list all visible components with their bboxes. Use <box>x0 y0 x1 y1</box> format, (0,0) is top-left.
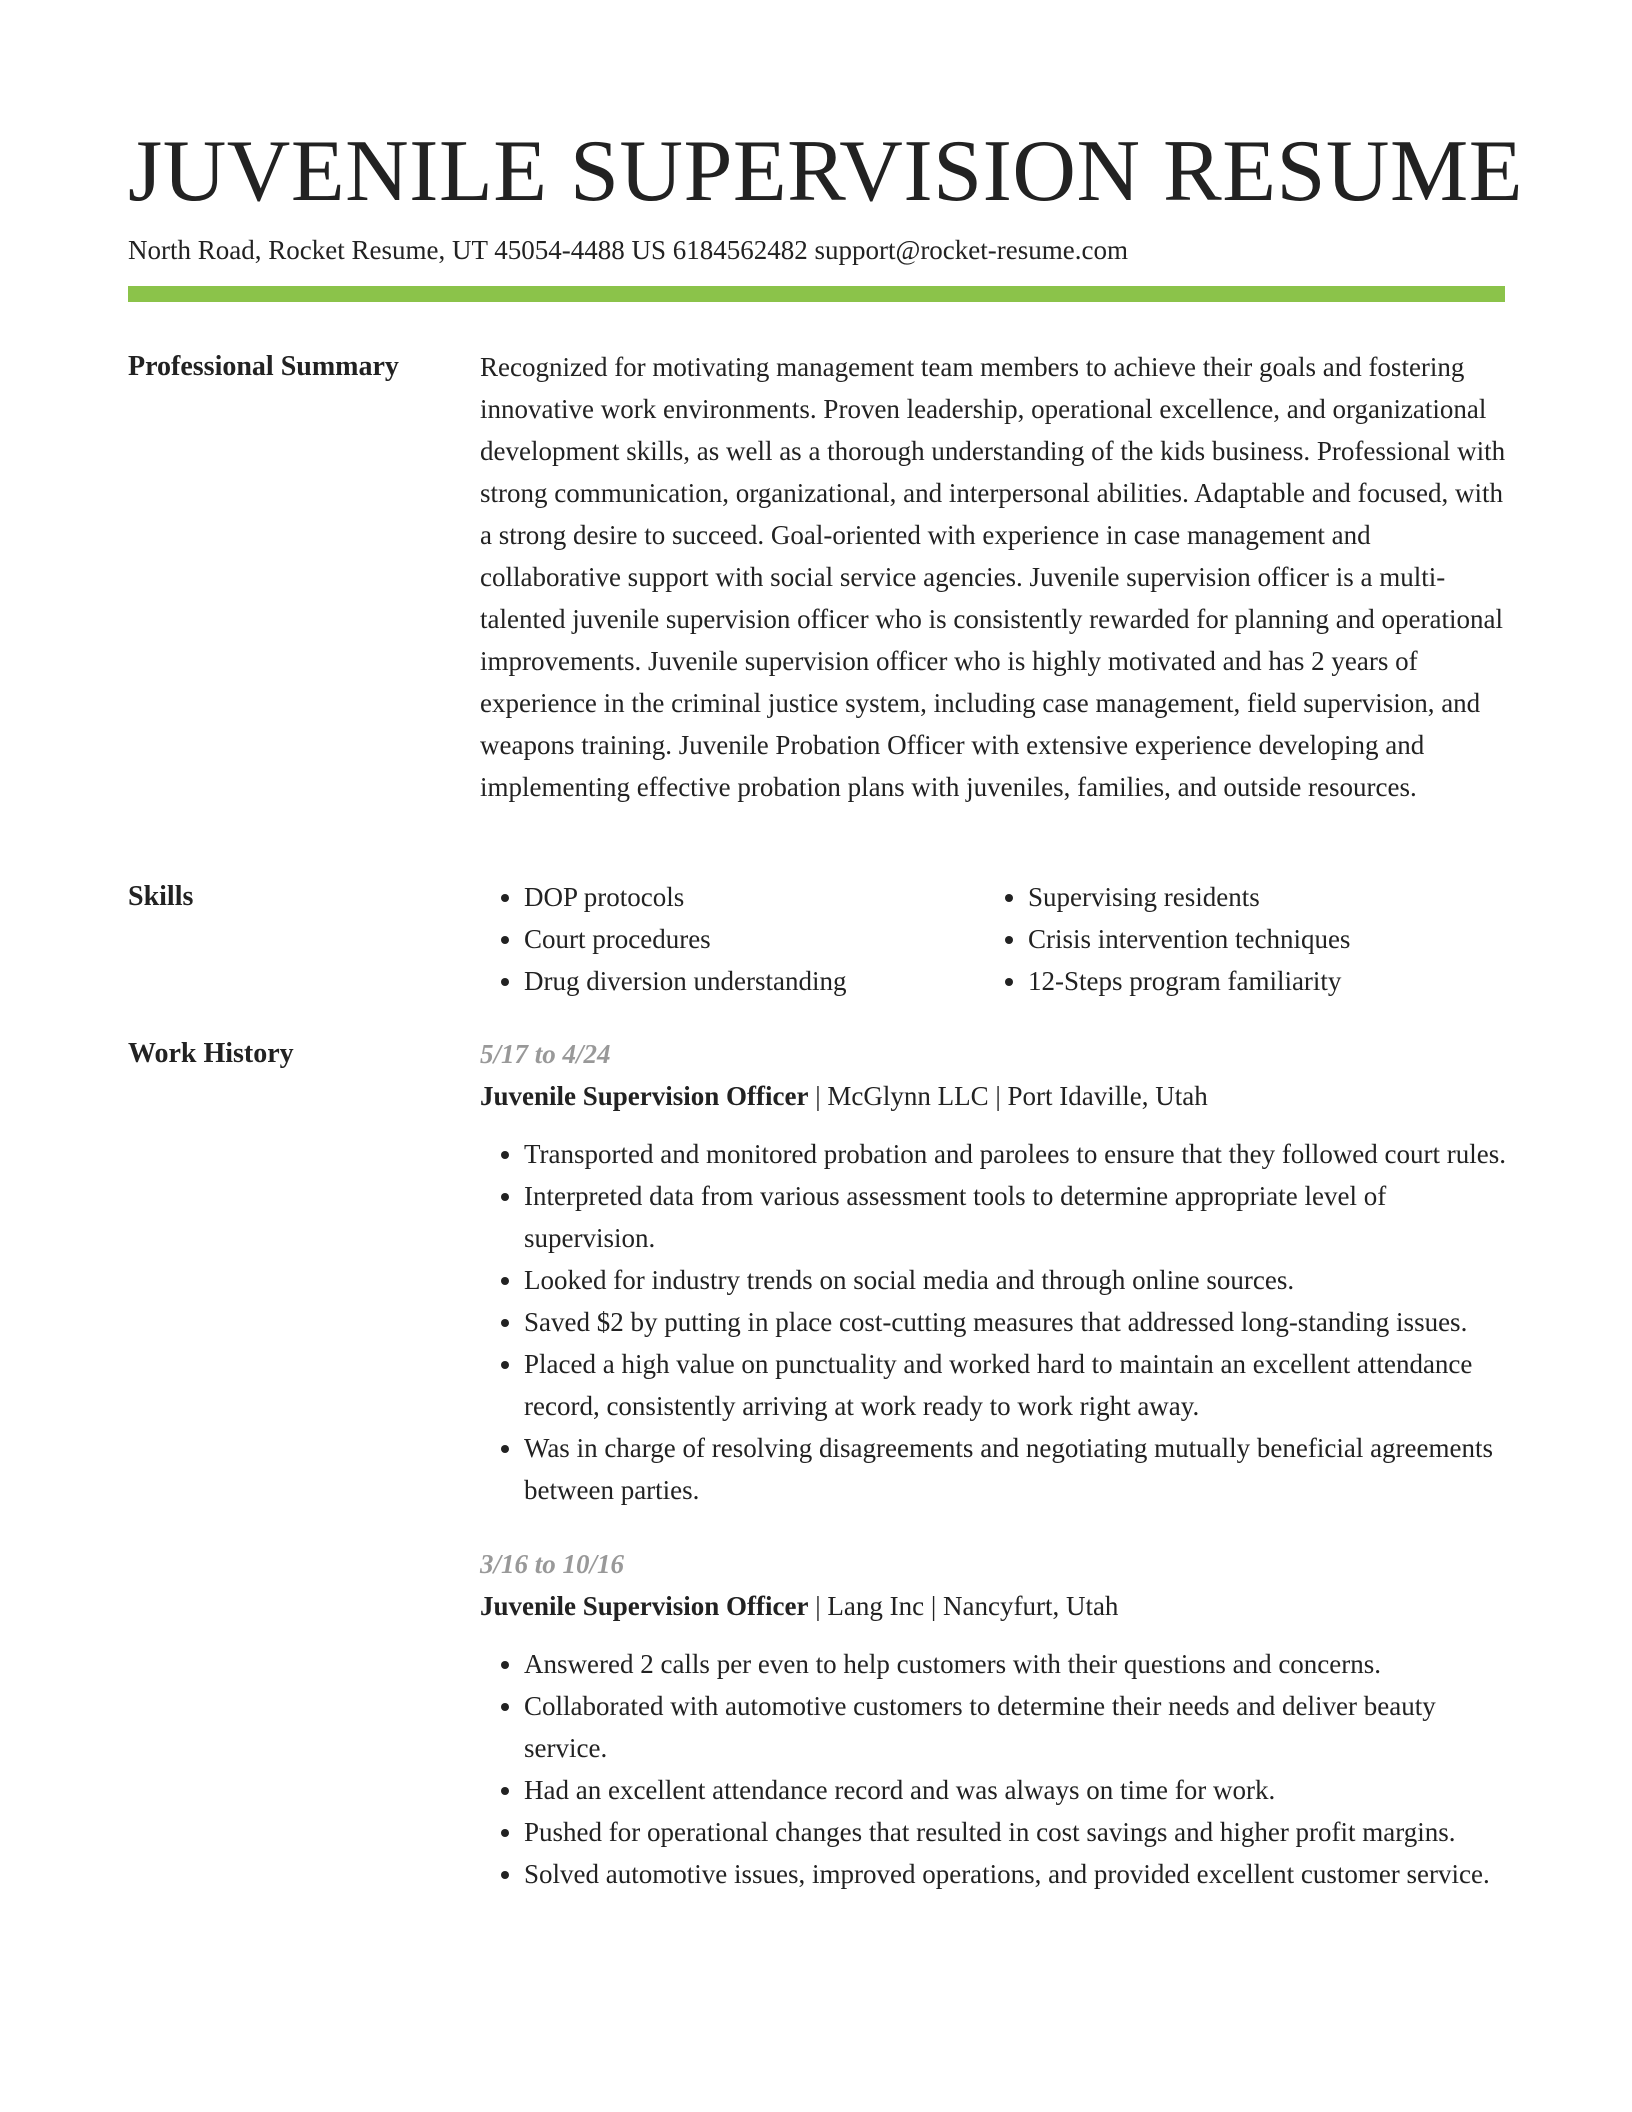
job-bullet: • Answered 2 calls per even to help customers with their questions and concerns. <box>524 1643 1508 1685</box>
resume-title: JUVENILE SUPERVISION RESUME <box>128 123 1523 220</box>
job-dates: 5/17 to 4/24 <box>480 1039 611 1069</box>
job-bullet: • Solved automotive issues, improved operations, and provided excellent customer service. <box>524 1853 1508 1895</box>
job-employer-location: | Lang Inc | Nancyfurt, Utah <box>808 1591 1119 1621</box>
skills-column-left <box>480 876 984 1002</box>
work-history-body <box>480 1033 1508 1927</box>
job-bullets <box>480 1133 1508 1511</box>
skill-item: • Crisis intervention techniques <box>1028 918 1488 960</box>
job-employer-location: | McGlynn LLC | Port Idaville, Utah <box>808 1081 1208 1111</box>
skill-item: • Drug diversion understanding <box>524 960 984 1002</box>
skills-body <box>480 876 1508 1002</box>
skills-column-right <box>984 876 1488 1002</box>
job-heading <box>480 1585 1508 1627</box>
job-bullets <box>480 1643 1508 1895</box>
header-divider <box>128 286 1505 302</box>
job-bullet: • Saved $2 by putting in place cost-cutting measures that addressed long-standing issues. <box>524 1301 1508 1343</box>
job-dates: 3/16 to 10/16 <box>480 1549 625 1579</box>
job-bullet: • Transported and monitored probation and parolees to ensure that they followed court rules. <box>524 1133 1508 1175</box>
contact-info: North Road, Rocket Resume, UT 45054-4488 US 6184562482 support@rocket-resume.com <box>128 235 1128 265</box>
skill-item: • DOP protocols <box>524 876 984 918</box>
skill-item: • Supervising residents <box>1028 876 1488 918</box>
skill-item: • Court procedures <box>524 918 984 960</box>
summary-label: Professional Summary <box>128 351 399 382</box>
work-history-label: Work History <box>128 1038 294 1069</box>
summary-text: Recognized for motivating management team members to achieve their goals and fostering innovative work environments. Proven leadership, operational excellence, and organizational development skills, as well as a thorough understanding of the kids business. Professional with strong communication, organizational, and interpersonal abilities. Adaptable and focused, with a strong desire to succeed. Goal-oriented with experience in case management and collaborative support with social service agencies. Juvenile supervision officer is a multi-talented juvenile supervision officer who is consistently rewarded for planning and operational improvements. Juvenile supervision officer who is highly motivated and has 2 years of experience in the criminal justice system, including case management, field supervision, and weapons training. Juvenile Probation Officer with extensive experience developing and implementing effective probation plans with juveniles, families, and outside resources. <box>480 352 1506 802</box>
skill-item: • 12-Steps program familiarity <box>1028 960 1488 1002</box>
summary-body <box>480 346 1508 808</box>
job-bullet: • Placed a high value on punctuality and worked hard to maintain an excellent attendance record, consistently arriving at work ready to work right away. <box>524 1343 1508 1427</box>
job-title: Juvenile Supervision Officer <box>480 1591 809 1621</box>
skills-columns <box>480 876 1508 1002</box>
job-entry <box>480 1033 1508 1511</box>
job-heading <box>480 1075 1508 1117</box>
skills-label: Skills <box>128 881 194 912</box>
job-bullet: • Interpreted data from various assessment tools to determine appropriate level of supervision. <box>524 1175 1508 1259</box>
job-title: Juvenile Supervision Officer <box>480 1081 809 1111</box>
job-bullet: • Had an excellent attendance record and was always on time for work. <box>524 1769 1508 1811</box>
job-bullet: • Pushed for operational changes that resulted in cost savings and higher profit margins. <box>524 1811 1508 1853</box>
job-bullet: • Collaborated with automotive customers to determine their needs and deliver beauty service. <box>524 1685 1508 1769</box>
job-entry <box>480 1543 1508 1895</box>
job-bullet: • Looked for industry trends on social media and through online sources. <box>524 1259 1508 1301</box>
skills-list-right <box>984 876 1488 1002</box>
job-bullet: • Was in charge of resolving disagreements and negotiating mutually beneficial agreements between parties. <box>524 1427 1508 1511</box>
skills-list-left <box>480 876 984 1002</box>
